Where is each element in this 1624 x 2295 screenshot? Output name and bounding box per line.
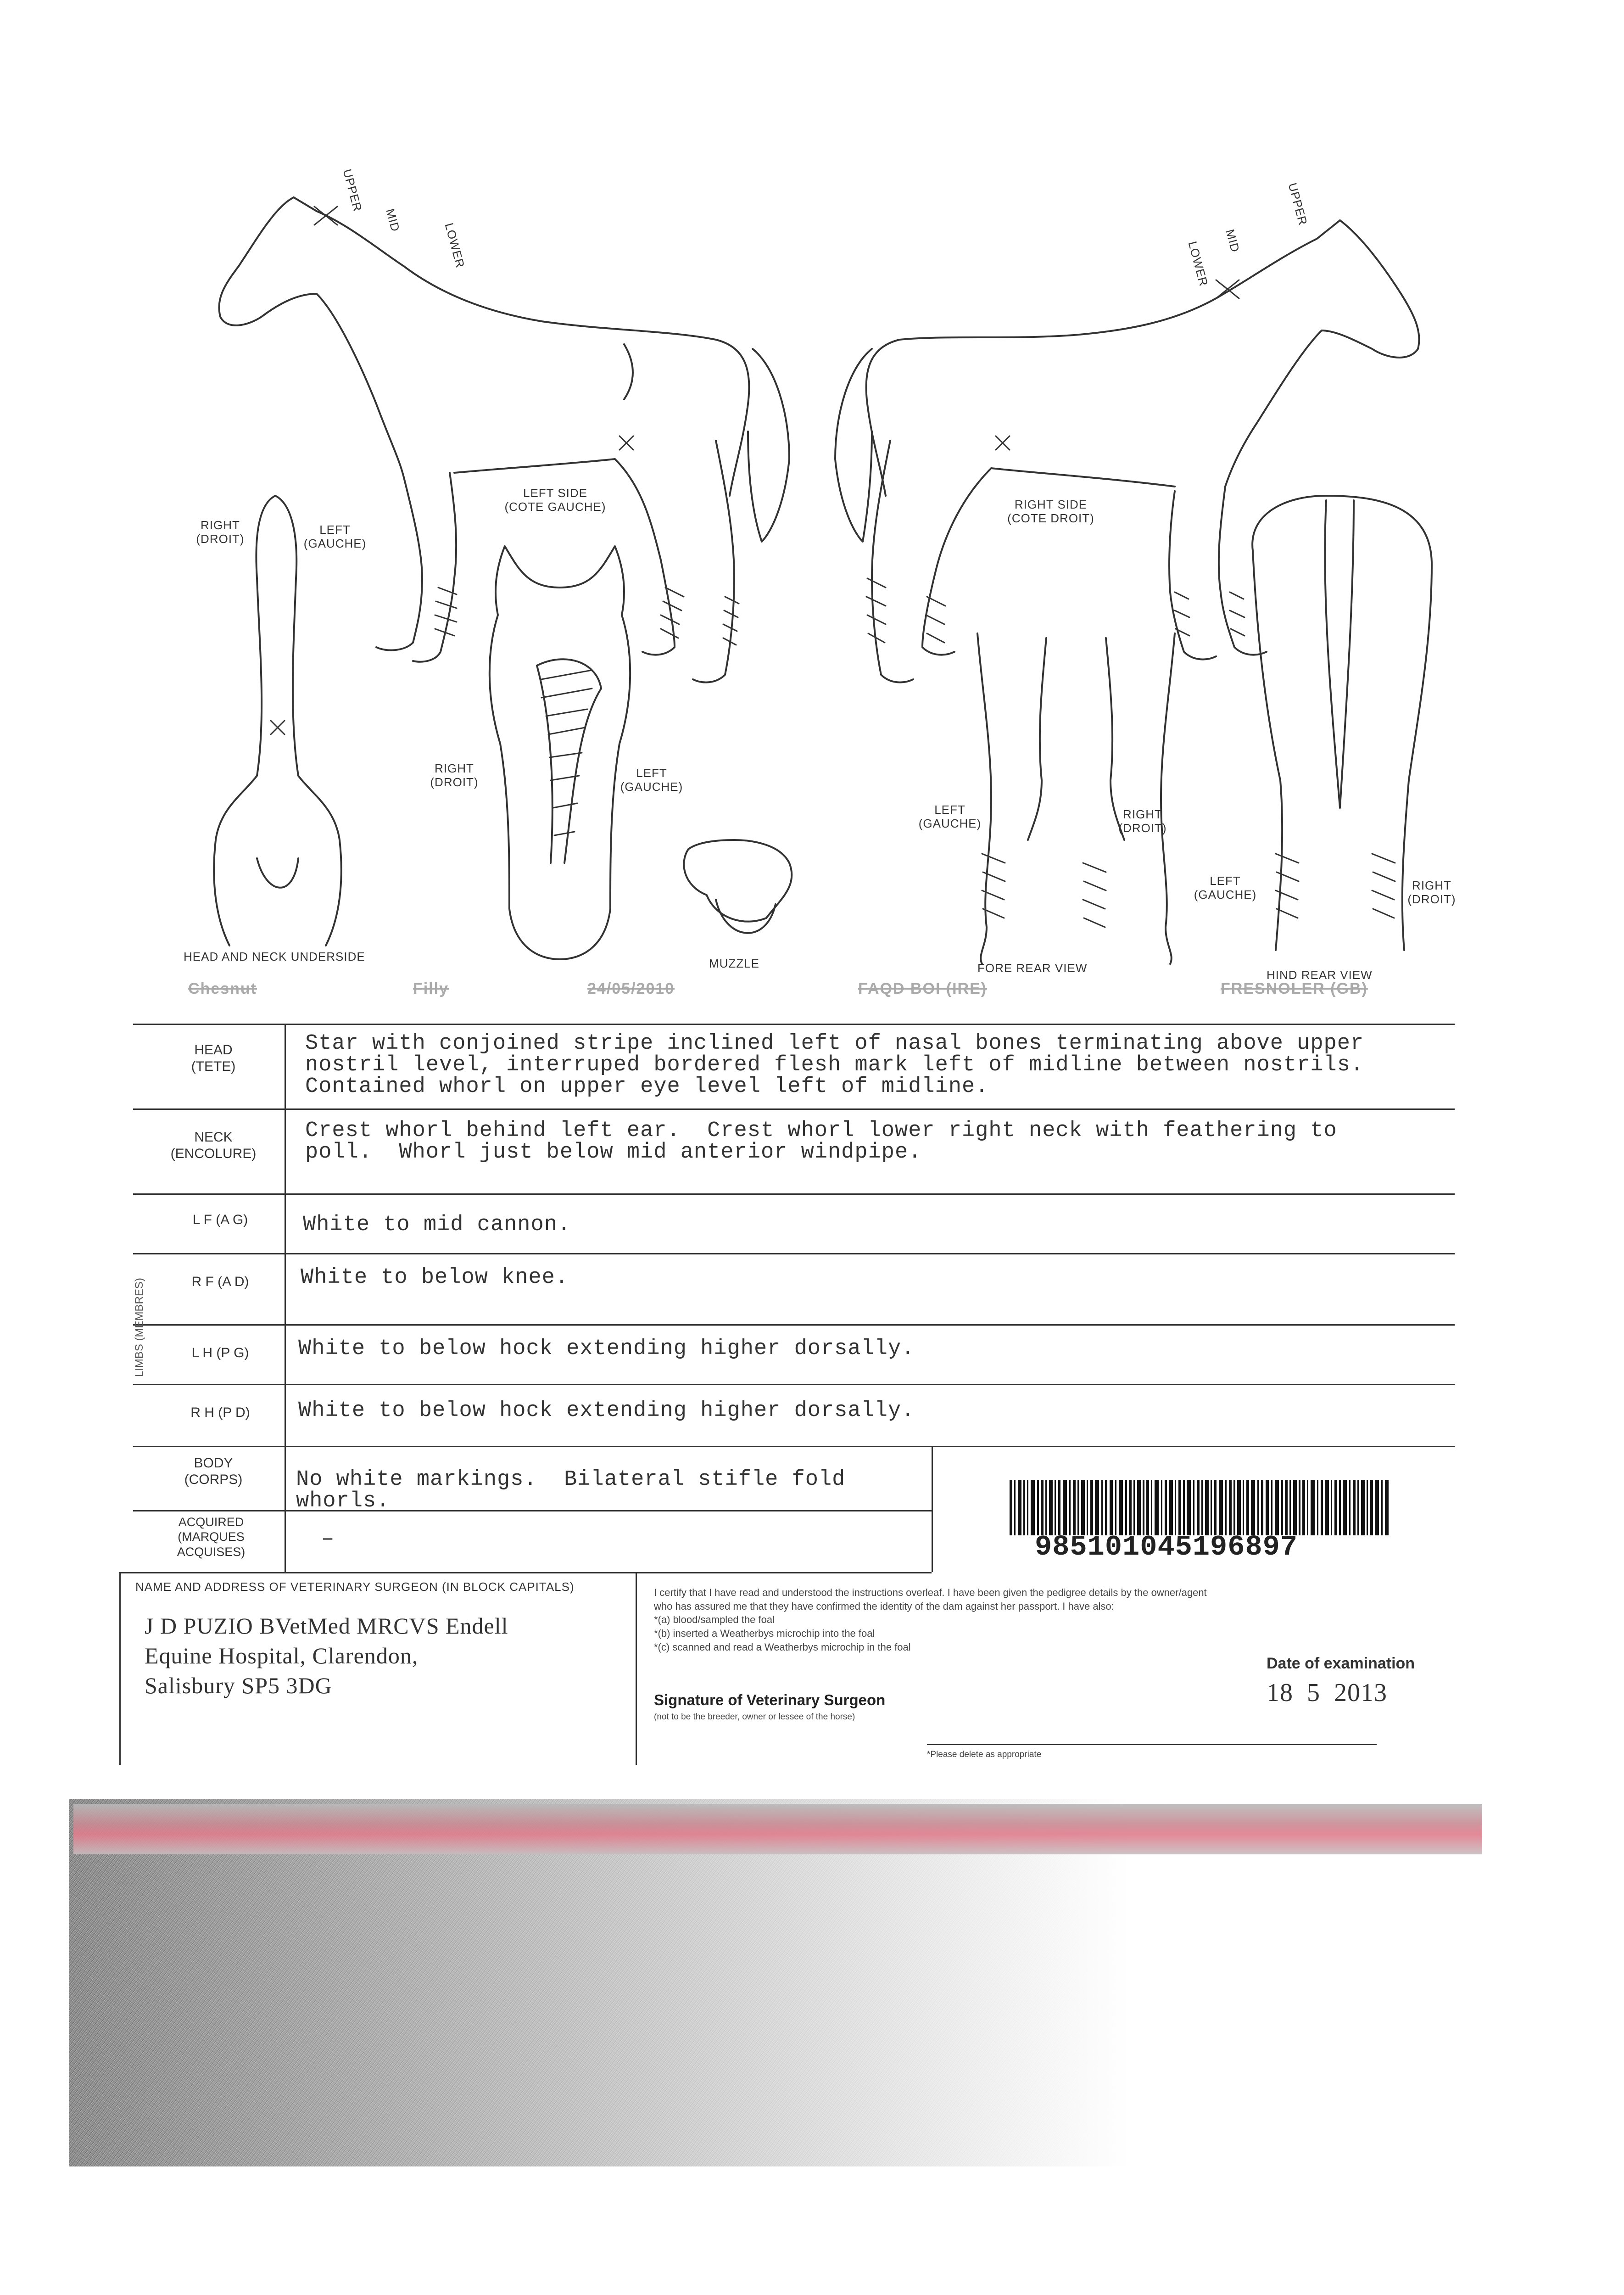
- limbs-label: LIMBS (MEMBRES): [133, 1277, 145, 1377]
- head-front-outline: [490, 546, 630, 959]
- faint-sex: Filly: [413, 980, 449, 997]
- lh-row-text: White to below hock extending higher dorsally.: [298, 1337, 915, 1361]
- mid-mark-label-left: MID: [383, 207, 403, 234]
- rf-row-text: White to below knee.: [301, 1265, 569, 1290]
- head-neck-underside-label: HEAD AND NECK UNDERSIDE: [184, 950, 365, 963]
- signature-note: (not to be the breeder, owner or lessee of the horse): [654, 1712, 855, 1722]
- hind-left-label: LEFT (GAUCHE): [1194, 874, 1257, 901]
- vet-heading: NAME AND ADDRESS OF VETERINARY SURGEON (IN BLOCK CAPITALS): [135, 1580, 575, 1594]
- muzzle-label: MUZZLE: [709, 957, 759, 970]
- hind-right-label: RIGHT (DROIT): [1407, 879, 1456, 906]
- examination-date: 18 5 2013: [1267, 1679, 1387, 1707]
- lh-row-label: L H (P G): [191, 1345, 249, 1360]
- head-row-text: Star with conjoined stripe inclined left of nasal bones terminating above upper nostril level, interruped bordered flesh mark left of midline between nostrils. Contained whorl on upper eye level left of midline.: [305, 1031, 1364, 1099]
- right-side-horse-outline: [835, 220, 1419, 683]
- head-left-label: LEFT (GAUCHE): [620, 766, 683, 794]
- vet-address: J D PUZIO BVetMed MRCVS Endell Equine Hospital, Clarendon, Salisbury SP5 3DG: [145, 1613, 508, 1698]
- faint-dob: 24/05/2010: [587, 980, 675, 997]
- body-row-label: BODY (CORPS): [184, 1455, 243, 1487]
- head-neck-underside-outline: [214, 496, 341, 946]
- lf-row-label: L F (A G): [192, 1212, 248, 1227]
- rf-row-label: R F (A D): [191, 1274, 249, 1289]
- acquired-row-text: –: [321, 1527, 335, 1551]
- body-row-text: No white markings. Bilateral stifle fold whorls.: [296, 1467, 846, 1513]
- neck-row-text: Crest whorl behind left ear. Crest whorl lower right neck with feathering to poll. Whorl just below mid anterior windpipe.: [305, 1119, 1337, 1164]
- fore-left-label: LEFT (GAUCHE): [918, 803, 982, 830]
- left-side-label: LEFT SIDE (COTE GAUCHE): [504, 486, 606, 514]
- scan-noise: [69, 1799, 1482, 2166]
- certification-text: I certify that I have read and understood the instructions overleaf. I have been given the pedigree details by the owner/agent who has assured me that they have confirmed the identity of the dam against her passport. I have also: *(a) blood/sampled the foal *(b) inserted a Weatherbys microchip into the foal *(c) scanned and read a Weatherbys microchip in the foal: [654, 1587, 1207, 1653]
- neck-left-label: LEFT (GAUCHE): [303, 523, 367, 550]
- left-side-horse-outline: [219, 197, 789, 683]
- head-right-label: RIGHT (DROIT): [430, 761, 479, 789]
- horse-diagrams: [0, 0, 1624, 1033]
- right-side-label: RIGHT SIDE (COTE DROIT): [1007, 498, 1094, 525]
- scan-artefact-band: [73, 1804, 1482, 1854]
- faint-colour: Chesnut: [188, 980, 257, 997]
- lf-row-text: White to mid cannon.: [303, 1213, 571, 1237]
- faint-dam: FRESNOLER (GB): [1221, 980, 1368, 997]
- muzzle-outline: [684, 840, 792, 933]
- examination-date-label: Date of examination: [1267, 1655, 1415, 1672]
- signature-title: Signature of Veterinary Surgeon: [654, 1691, 886, 1708]
- rh-row-text: White to below hock extending higher dorsally.: [298, 1399, 915, 1423]
- acquired-row-label: ACQUIRED (MARQUES ACQUISES): [177, 1515, 246, 1559]
- lower-mark-label-right: LOWER: [1185, 240, 1211, 288]
- upper-mark-label-left: UPPER: [340, 168, 365, 213]
- signature-line: [927, 1744, 1377, 1745]
- head-row-label: HEAD (TETE): [191, 1042, 236, 1074]
- delete-note: *Please delete as appropriate: [927, 1750, 1042, 1759]
- fore-right-label: RIGHT (DROIT): [1118, 807, 1167, 835]
- lower-mark-label-left: LOWER: [442, 221, 468, 270]
- hind-rear-view-label: HIND REAR VIEW: [1267, 968, 1373, 982]
- faint-sire: FAQD BOI (IRE): [858, 980, 988, 997]
- neck-row-label: NECK (ENCOLURE): [170, 1130, 257, 1161]
- upper-mark-label-right: UPPER: [1285, 181, 1310, 227]
- whorl-crosses: [271, 207, 1239, 734]
- mid-mark-label-right: MID: [1223, 228, 1243, 254]
- neck-right-label: RIGHT (DROIT): [196, 518, 245, 546]
- fore-rear-view-label: FORE REAR VIEW: [977, 961, 1088, 975]
- fore-rear-view-outline: [977, 633, 1175, 964]
- barcode: [1010, 1480, 1390, 1535]
- rh-row-label: R H (P D): [190, 1405, 250, 1420]
- barcode-number: 985101045196897: [1035, 1531, 1298, 1563]
